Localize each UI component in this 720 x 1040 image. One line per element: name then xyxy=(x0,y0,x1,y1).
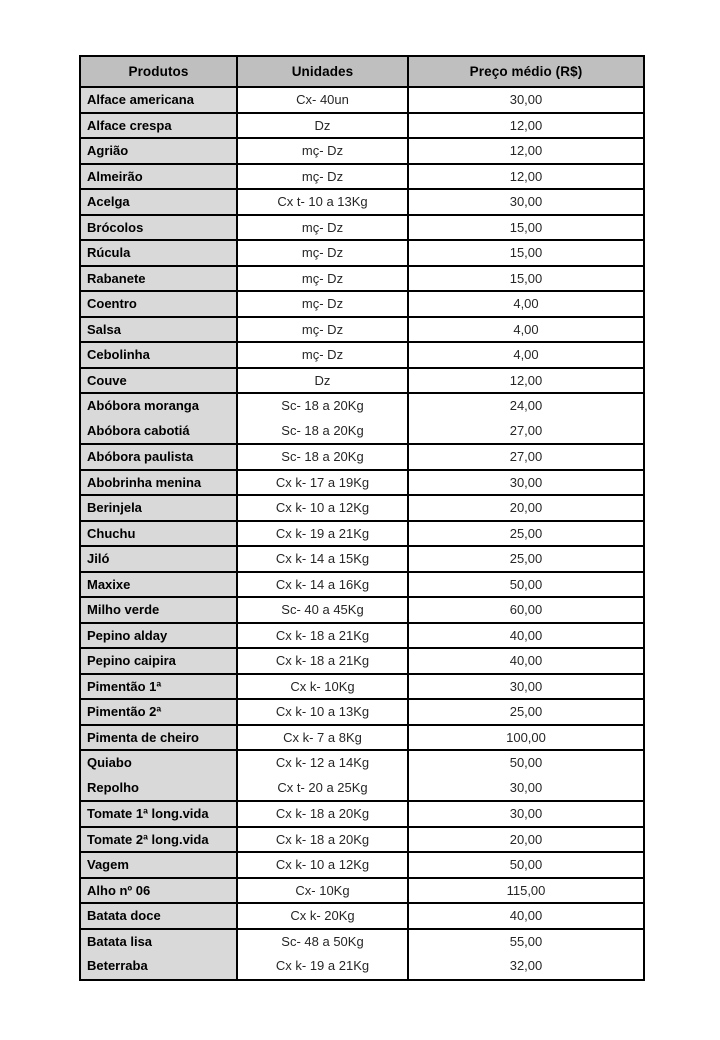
price-value: 25,00 xyxy=(509,704,543,720)
unit-cell xyxy=(237,240,408,266)
price-cell xyxy=(408,597,644,623)
unit-cell xyxy=(237,215,408,241)
product-cell xyxy=(80,801,237,827)
product-cell xyxy=(80,750,237,801)
unit-value: Cx k- 18 a 21Kg xyxy=(275,653,370,669)
product-name: Vagem xyxy=(87,857,129,873)
product-cell xyxy=(80,113,237,139)
product-cell xyxy=(80,87,237,113)
unit-cell xyxy=(237,495,408,521)
product-name: Batata lisa xyxy=(87,933,153,949)
price-value: 30,00 xyxy=(509,92,543,107)
price-value: 12,00 xyxy=(509,168,543,184)
unit-value: mç- Dz xyxy=(301,321,344,337)
price-value: 30,00 xyxy=(509,806,543,822)
product-name: Pimentão 2ª xyxy=(87,704,162,720)
price-value: 4,00 xyxy=(513,321,539,337)
product-cell xyxy=(80,623,237,649)
price-value: 30,00 xyxy=(509,474,543,490)
unit-value: Sc- 40 a 45Kg xyxy=(281,602,364,618)
unit-value: mç- Dz xyxy=(301,296,344,311)
unit-value: Cx k- 10 a 12Kg xyxy=(275,857,370,873)
price-cell xyxy=(408,444,644,470)
unit-cell xyxy=(237,342,408,368)
product-name: Coentro xyxy=(87,296,137,311)
table-row xyxy=(80,725,644,751)
unit-cell xyxy=(237,138,408,164)
price-cell xyxy=(408,572,644,598)
unit-cell xyxy=(237,878,408,904)
product-name: Salsa xyxy=(87,321,121,337)
table-row xyxy=(80,266,644,292)
unit-cell xyxy=(237,648,408,674)
price-cell xyxy=(408,903,644,929)
unit-cell xyxy=(237,674,408,700)
table-row xyxy=(80,674,644,700)
table-row xyxy=(80,317,644,343)
price-cell xyxy=(408,266,644,292)
unit-value: Cx k- 18 a 20Kg xyxy=(275,831,370,847)
product-cell xyxy=(80,572,237,598)
table-row xyxy=(80,470,644,496)
unit-value: Sc- 18 a 20Kg xyxy=(281,449,364,465)
product-name: Rúcula xyxy=(87,245,131,260)
product-name: Pepino alday xyxy=(87,627,168,643)
unit-value: mç- Dz xyxy=(301,245,344,260)
price-value: 25,00 xyxy=(509,551,543,567)
unit-cell xyxy=(237,521,408,547)
unit-value: Cx k- 10 a 13Kg xyxy=(275,704,370,720)
product-cell xyxy=(80,699,237,725)
table-row xyxy=(80,801,644,827)
product-cell xyxy=(80,546,237,572)
price-value: 20,00 xyxy=(509,500,543,516)
price-value: 30,00 xyxy=(509,678,543,694)
price-cell xyxy=(408,291,644,317)
product-name: Pepino caipira xyxy=(87,653,176,669)
unit-cell xyxy=(237,393,408,444)
price-value: 50,00 xyxy=(509,576,543,592)
unit-value: Cx k- 10 a 12Kg xyxy=(275,500,370,516)
price-cell xyxy=(408,495,644,521)
unit-value: Cx k- 18 a 20Kg xyxy=(275,806,370,822)
price-cell xyxy=(408,368,644,394)
product-name: Alho nº 06 xyxy=(87,882,151,898)
table-row xyxy=(80,495,644,521)
unit-value: Cx k- 14 a 15Kg xyxy=(275,551,370,567)
unit-value: Cx k- 19 a 21Kg xyxy=(275,525,370,541)
product-name: Pimentão 1ª xyxy=(87,678,162,694)
produce-price-table xyxy=(79,55,645,981)
table-row xyxy=(80,827,644,853)
unit-cell xyxy=(237,164,408,190)
table-row xyxy=(80,903,644,929)
unit-cell xyxy=(237,113,408,139)
unit-value: mç- Dz xyxy=(301,347,344,362)
price-value: 115,00 xyxy=(506,882,546,898)
product-name: Alface crespa xyxy=(87,117,172,133)
unit-cell xyxy=(237,444,408,470)
price-cell xyxy=(408,521,644,547)
product-name: Agrião xyxy=(87,143,129,158)
table-row xyxy=(80,113,644,139)
price-value: 50,00 xyxy=(509,755,543,771)
price-value: 100,00 xyxy=(506,729,546,745)
table-row xyxy=(80,546,644,572)
unit-value: Cx k- 14 a 16Kg xyxy=(275,576,370,592)
unit-cell xyxy=(237,903,408,929)
price-value: 32,00 xyxy=(509,958,543,974)
unit-cell xyxy=(237,852,408,878)
table-row xyxy=(80,291,644,317)
table-row xyxy=(80,368,644,394)
product-name: Berinjela xyxy=(87,500,142,516)
unit-value: Cx k- 18 a 21Kg xyxy=(275,627,370,643)
product-name: Cebolinha xyxy=(87,347,150,362)
product-cell xyxy=(80,368,237,394)
product-name: Alface americana xyxy=(87,92,194,107)
product-name: Milho verde xyxy=(87,602,160,618)
price-value: 20,00 xyxy=(509,831,543,847)
table-body xyxy=(80,87,644,980)
product-cell xyxy=(80,495,237,521)
header-row xyxy=(80,56,644,87)
product-cell xyxy=(80,393,237,444)
unit-value: Cx k- 17 a 19Kg xyxy=(275,474,370,490)
price-value: 4,00 xyxy=(513,347,539,362)
product-cell xyxy=(80,470,237,496)
product-cell xyxy=(80,827,237,853)
product-cell xyxy=(80,903,237,929)
table-row xyxy=(80,342,644,368)
product-cell xyxy=(80,521,237,547)
price-cell xyxy=(408,546,644,572)
unit-value: Sc- 18 a 20Kg xyxy=(281,398,364,413)
product-name: Abóbora paulista xyxy=(87,449,194,465)
table-row xyxy=(80,138,644,164)
product-name: Acelga xyxy=(87,194,130,209)
table-row xyxy=(80,521,644,547)
price-cell xyxy=(408,725,644,751)
price-value: 4,00 xyxy=(513,296,539,311)
product-name: Almeirão xyxy=(87,168,143,184)
price-value: 40,00 xyxy=(509,653,543,669)
table-row xyxy=(80,87,644,113)
table-row xyxy=(80,929,644,980)
unit-cell xyxy=(237,546,408,572)
unit-value: Cx t- 20 a 25Kg xyxy=(277,779,368,795)
product-name: Tomate 2ª long.vida xyxy=(87,831,209,847)
unit-cell xyxy=(237,189,408,215)
unit-value: Cx t- 10 a 13Kg xyxy=(277,194,368,209)
product-name: Chuchu xyxy=(87,525,136,541)
unit-value: Cx k- 20Kg xyxy=(290,908,355,924)
product-cell xyxy=(80,189,237,215)
product-cell xyxy=(80,342,237,368)
unit-value: mç- Dz xyxy=(301,219,344,235)
product-cell xyxy=(80,852,237,878)
product-name: Couve xyxy=(87,372,127,388)
product-name: Beterraba xyxy=(87,958,148,974)
price-cell xyxy=(408,87,644,113)
unit-cell xyxy=(237,572,408,598)
table-row xyxy=(80,444,644,470)
price-value: 27,00 xyxy=(509,422,543,438)
product-cell xyxy=(80,725,237,751)
product-name: Maxixe xyxy=(87,576,131,592)
price-value: 12,00 xyxy=(509,117,543,133)
product-cell xyxy=(80,878,237,904)
unit-cell xyxy=(237,929,408,980)
unit-cell xyxy=(237,827,408,853)
table-row xyxy=(80,648,644,674)
unit-cell xyxy=(237,699,408,725)
product-name: Abóbora cabotiá xyxy=(87,422,190,438)
price-cell xyxy=(408,929,644,980)
table-row xyxy=(80,597,644,623)
unit-value: Sc- 18 a 20Kg xyxy=(281,422,364,438)
product-cell xyxy=(80,597,237,623)
product-name: Abóbora moranga xyxy=(87,398,199,413)
table-row xyxy=(80,240,644,266)
unit-value: Cx- 10Kg xyxy=(295,882,350,898)
product-name: Brócolos xyxy=(87,219,144,235)
product-cell xyxy=(80,648,237,674)
unit-cell xyxy=(237,266,408,292)
table-row xyxy=(80,572,644,598)
product-name: Repolho xyxy=(87,779,139,795)
product-cell xyxy=(80,266,237,292)
unit-value: Sc- 48 a 50Kg xyxy=(281,933,364,949)
unit-value: Cx k- 10Kg xyxy=(290,678,355,694)
table-row xyxy=(80,750,644,801)
price-value: 24,00 xyxy=(509,398,543,413)
price-value: 27,00 xyxy=(509,449,543,465)
price-cell xyxy=(408,470,644,496)
price-cell xyxy=(408,317,644,343)
price-cell xyxy=(408,827,644,853)
price-cell xyxy=(408,878,644,904)
price-value: 15,00 xyxy=(509,219,543,235)
unit-cell xyxy=(237,87,408,113)
price-value: 40,00 xyxy=(509,627,543,643)
price-value: 40,00 xyxy=(509,908,543,924)
price-value: 60,00 xyxy=(509,602,543,618)
product-cell xyxy=(80,138,237,164)
unit-value: mç- Dz xyxy=(301,270,344,286)
product-cell xyxy=(80,674,237,700)
price-cell xyxy=(408,342,644,368)
price-value: 55,00 xyxy=(509,933,543,949)
price-cell xyxy=(408,852,644,878)
table-row xyxy=(80,189,644,215)
unit-cell xyxy=(237,623,408,649)
product-name: Abobrinha menina xyxy=(87,474,202,490)
table-row xyxy=(80,699,644,725)
price-value: 50,00 xyxy=(509,857,543,873)
unit-value: Cx k- 19 a 21Kg xyxy=(275,958,370,974)
unit-value: Dz xyxy=(314,372,331,388)
price-cell xyxy=(408,801,644,827)
unit-cell xyxy=(237,317,408,343)
unit-cell xyxy=(237,801,408,827)
price-cell xyxy=(408,648,644,674)
price-cell xyxy=(408,750,644,801)
table-row xyxy=(80,878,644,904)
price-value: 30,00 xyxy=(509,779,543,795)
price-cell xyxy=(408,113,644,139)
price-value: 30,00 xyxy=(509,194,543,209)
price-cell xyxy=(408,699,644,725)
price-value: 25,00 xyxy=(509,525,543,541)
unit-value: Cx- 40un xyxy=(296,92,349,107)
product-cell xyxy=(80,929,237,980)
price-cell xyxy=(408,393,644,444)
unit-cell xyxy=(237,291,408,317)
price-cell xyxy=(408,674,644,700)
table-row xyxy=(80,623,644,649)
product-name: Rabanete xyxy=(87,270,146,286)
unit-value: mç- Dz xyxy=(301,168,344,184)
unit-cell xyxy=(237,597,408,623)
product-name: Quiabo xyxy=(87,755,132,771)
table-row xyxy=(80,164,644,190)
unit-value: Cx k- 7 a 8Kg xyxy=(283,729,362,745)
header-unidades: Unidades xyxy=(237,56,408,87)
header-produtos: Produtos xyxy=(80,56,237,87)
price-value: 12,00 xyxy=(509,372,543,388)
price-cell xyxy=(408,240,644,266)
unit-cell xyxy=(237,470,408,496)
product-cell xyxy=(80,444,237,470)
table-row xyxy=(80,215,644,241)
product-cell xyxy=(80,317,237,343)
price-cell xyxy=(408,164,644,190)
price-cell xyxy=(408,215,644,241)
price-value: 12,00 xyxy=(509,143,543,158)
table-row xyxy=(80,393,644,444)
product-cell xyxy=(80,215,237,241)
product-cell xyxy=(80,240,237,266)
table-row xyxy=(80,852,644,878)
price-value: 15,00 xyxy=(509,245,543,260)
product-cell xyxy=(80,164,237,190)
unit-cell xyxy=(237,725,408,751)
unit-cell xyxy=(237,750,408,801)
header-preco-medio: Preço médio (R$) xyxy=(408,56,644,87)
product-name: Tomate 1ª long.vida xyxy=(87,806,209,822)
price-value: 15,00 xyxy=(509,270,543,286)
product-name: Batata doce xyxy=(87,908,161,924)
product-name: Pimenta de cheiro xyxy=(87,729,199,745)
price-cell xyxy=(408,138,644,164)
unit-value: Dz xyxy=(314,117,331,133)
price-cell xyxy=(408,623,644,649)
unit-value: mç- Dz xyxy=(301,143,344,158)
product-name: Jiló xyxy=(87,551,110,567)
product-cell xyxy=(80,291,237,317)
unit-value: Cx k- 12 a 14Kg xyxy=(275,755,370,771)
price-cell xyxy=(408,189,644,215)
unit-cell xyxy=(237,368,408,394)
